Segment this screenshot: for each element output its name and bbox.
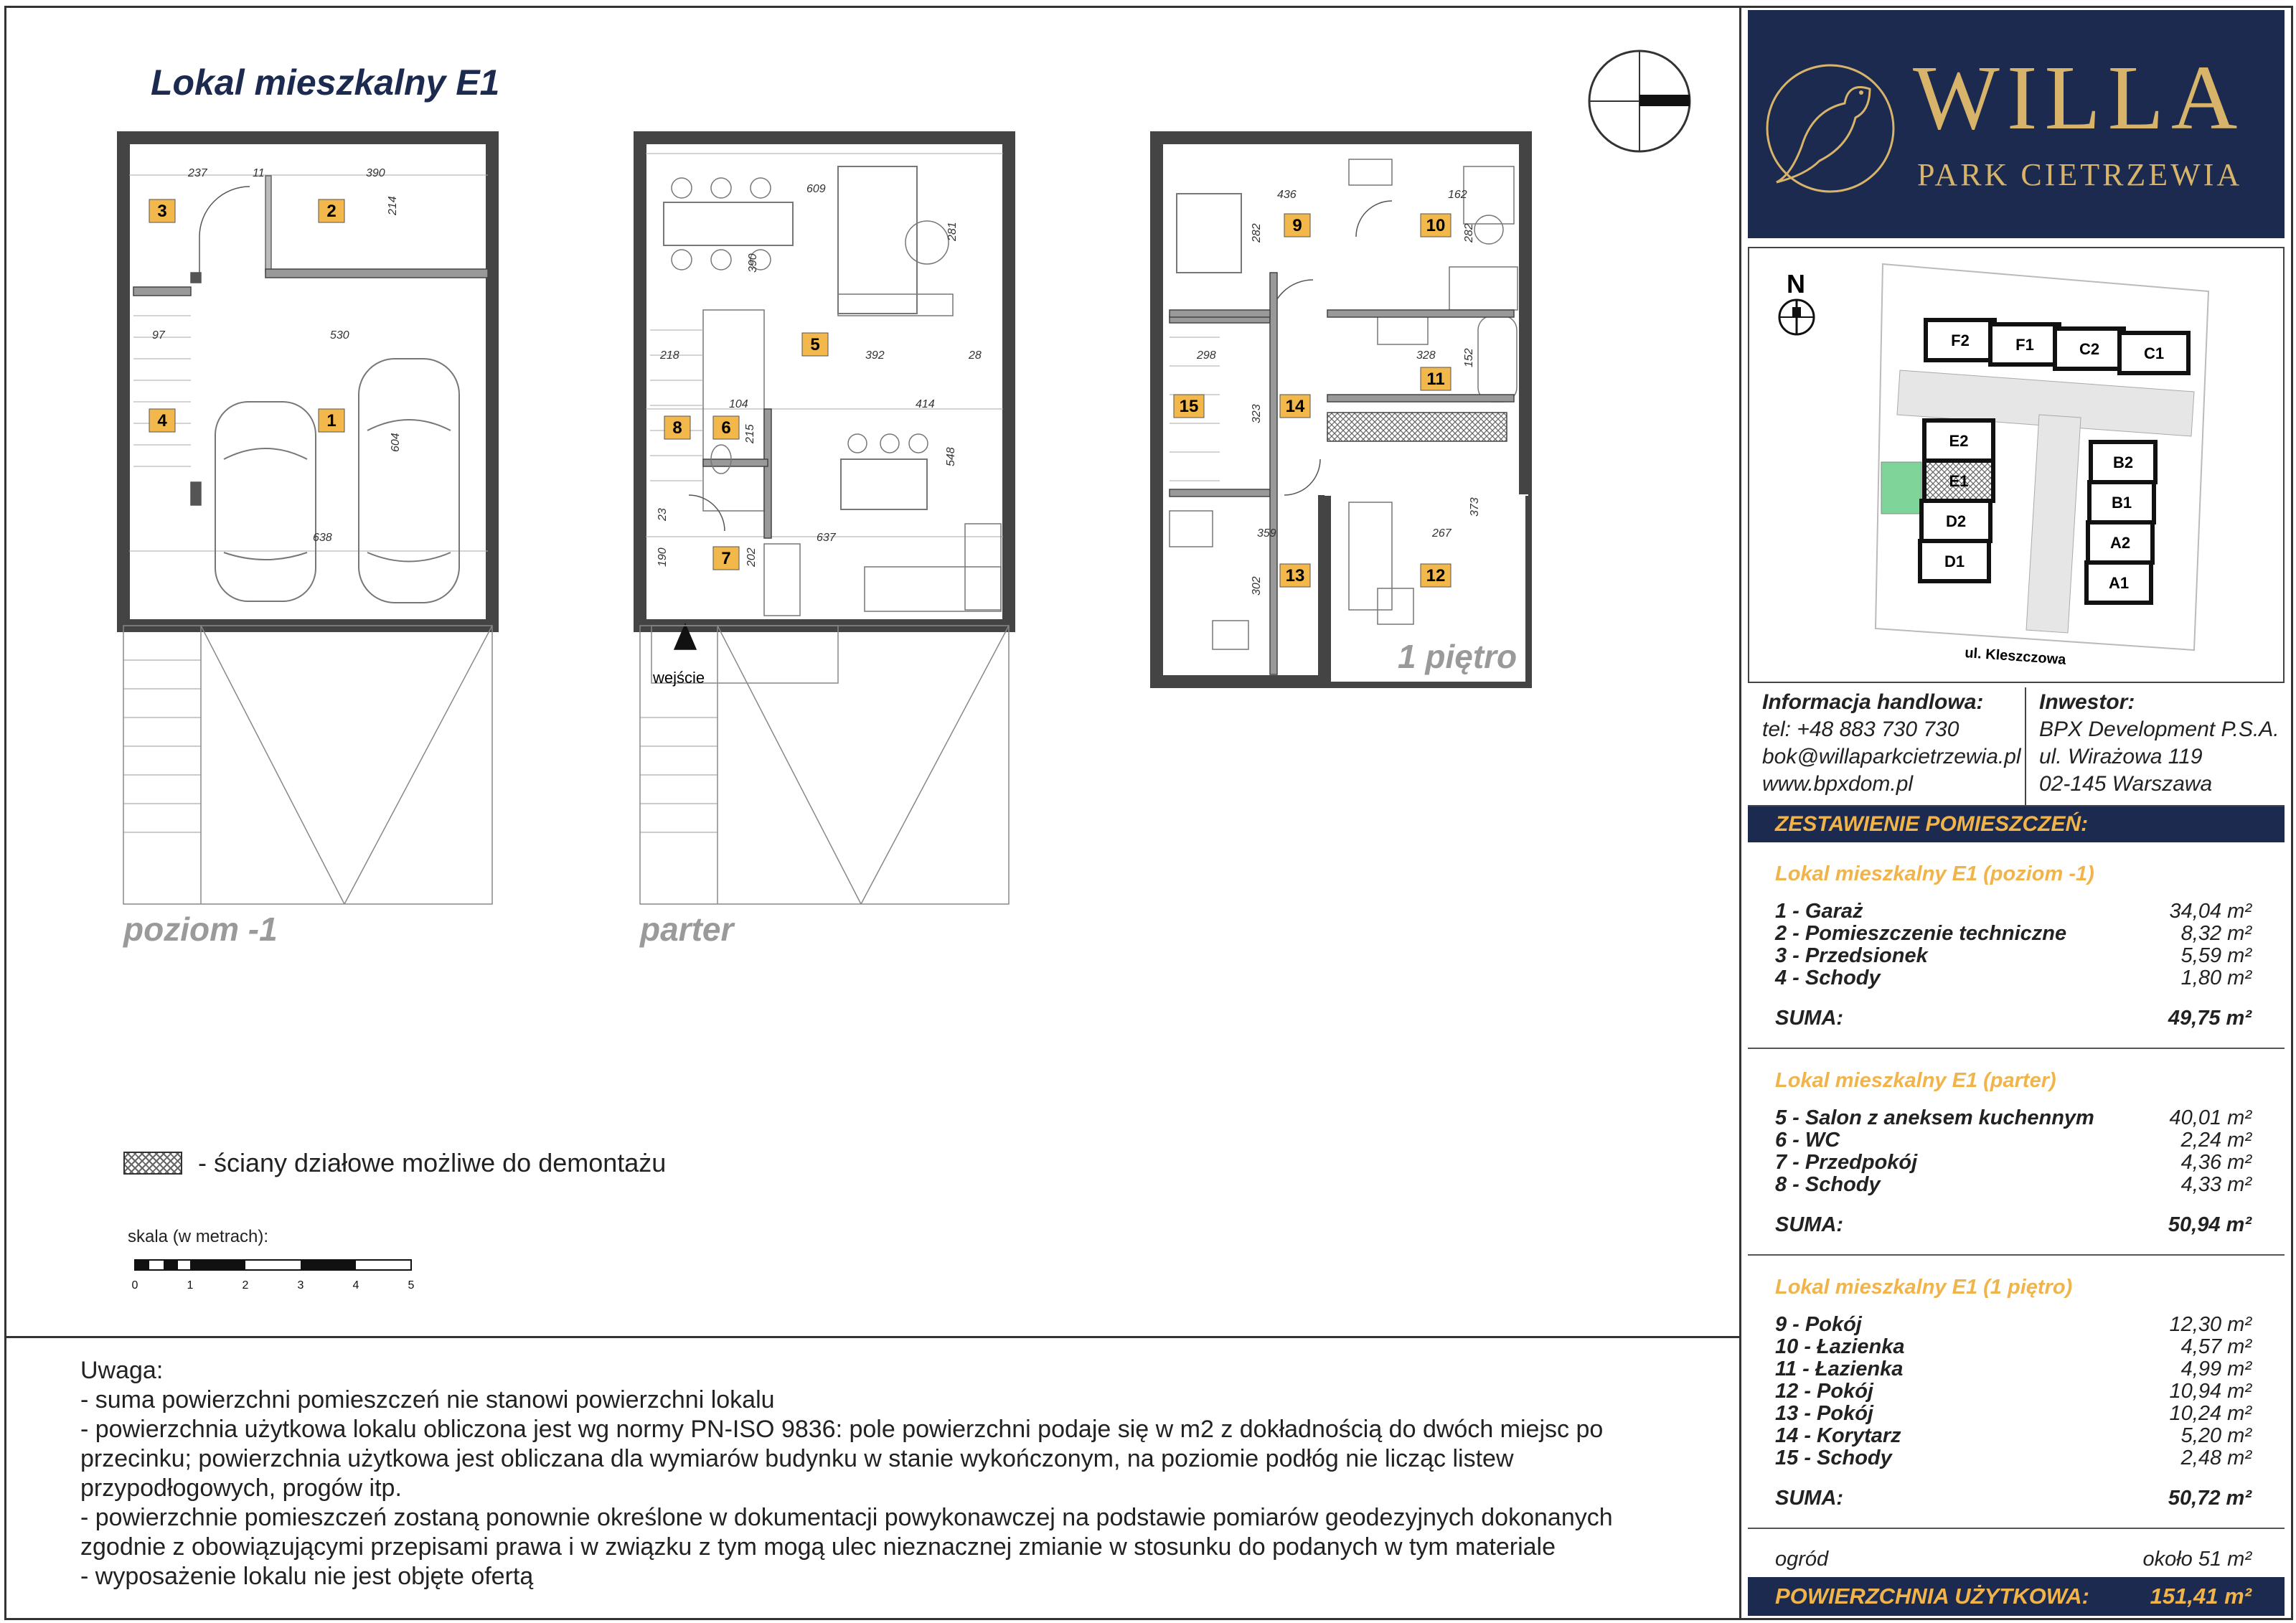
svg-text:414: 414 [916,398,935,410]
rooms-heading: ZESTAWIENIE POMIESZCZEŃ: [1748,806,2285,842]
svg-text:281: 281 [946,222,959,241]
investor-city: 02-145 Warszawa [2039,772,2213,796]
notes-line: zgodnie z obowiązującymi przepisami prawa i w związku z tym mogą ulec nieznacznej zmianie w stosunku do podanych w tym materiale [80,1533,1556,1561]
svg-text:104: 104 [729,398,748,410]
notes-line: - suma powierzchni pomieszczeń nie stanowi powierzchni lokalu [80,1386,775,1413]
svg-text:298: 298 [1197,349,1216,362]
svg-text:C2: C2 [2079,340,2100,358]
sales-heading: Informacja handlowa: [1762,690,1984,714]
scale-tick: 0 [131,1279,138,1292]
room-badge-15 [1174,395,1204,418]
room-row: 2 - Pomieszczenie techniczne 8,32 m² [1775,922,2252,945]
svg-text:B1: B1 [2111,494,2132,512]
svg-text:152: 152 [1463,348,1475,367]
scale-graphic [128,1257,429,1294]
notes-line: - wyposażenie lokalu nie jest objęte ofertą [80,1563,534,1590]
vertical-divider [1739,6,1741,1620]
room-badge-13 [1280,564,1310,587]
sales-email[interactable]: bok@willaparkcietrzewia.pl [1762,745,2021,768]
svg-text:392: 392 [865,349,885,362]
room-number: 10 [1426,216,1446,235]
room-number: 5 [810,335,820,354]
room-badge-5 [802,333,828,356]
room-number: 3 [157,202,167,221]
north-icon [1779,300,1814,334]
room-number: 8 [672,418,682,438]
svg-text:214: 214 [387,196,399,215]
investor-street: ul. Wirażowa 119 [2039,745,2203,768]
notes-line: przecinku; powierzchnia użytkowa jest obliczana dla wymiarów budynku w stanie wykończonym, na poziomie podłóg nie licząc listew [80,1445,1514,1472]
room-row: 6 - WC 2,24 m² [1775,1129,2252,1152]
notes-line: - powierzchnie pomieszczeń zostaną ponownie określone w dokumentacji powykonawczej na podstawie pomiarów geodezyjnych dokonanych [80,1504,1613,1531]
hatch-swatch [123,1152,182,1175]
room-row: 9 - Pokój 12,30 m² [1775,1313,2252,1336]
svg-text:C1: C1 [2143,344,2165,362]
scale-tick: 1 [187,1279,194,1292]
svg-text:323: 323 [1251,404,1263,423]
logo-main-text: WILLA [1913,47,2245,149]
page-title: Lokal mieszkalny E1 [151,62,500,103]
svg-text:638: 638 [313,532,332,544]
svg-text:215: 215 [744,424,756,443]
room-number: 11 [1426,370,1445,389]
section-sum: SUMA: 50,94 m² [1775,1213,2252,1236]
room-number: 2 [326,202,337,221]
ground-outline [640,138,1009,626]
room-row: 10 - Łazienka 4,57 m² [1775,1335,2252,1358]
svg-text:190: 190 [657,547,669,567]
notes-line: - powierzchnia użytkowa lokalu obliczona jest wg normy PN-ISO 9836: pole powierzchni podaje się w m2 z dokładnością do dwóch miejsc po [80,1416,1604,1443]
svg-text:302: 302 [1251,576,1263,596]
svg-text:218: 218 [660,349,679,362]
room-row: 12 - Pokój 10,94 m² [1775,1380,2252,1403]
building-A1 [2086,563,2151,603]
investor-info [2039,689,2279,798]
svg-text:530: 530 [330,329,349,342]
svg-text:E2: E2 [1949,432,1969,450]
scale-tick: 3 [297,1279,304,1292]
level-label-first: 1 piętro [1398,638,1518,675]
room-number: 15 [1179,397,1199,416]
room-badge-10 [1421,214,1451,237]
svg-text:D2: D2 [1945,512,1967,530]
building-D2 [1921,501,1990,541]
notes-heading: Uwaga: [80,1357,164,1384]
scale-tick: 4 [352,1279,359,1292]
legend [123,1148,666,1178]
scale-tick: 2 [242,1279,249,1292]
notes [80,1356,1688,1591]
room-row: 11 - Łazienka 4,99 m² [1775,1358,2252,1380]
site-map [1748,247,2285,683]
svg-text:373: 373 [1469,497,1481,517]
scale-title: skala (w metrach): [128,1227,269,1246]
section-title: Lokal mieszkalny E1 (poziom -1) [1775,862,2094,885]
room-row: 1 - Garaż 34,04 m² [1775,900,2252,923]
room-row: 13 - Pokój 10,24 m² [1775,1402,2252,1425]
bird-logo-icon [1762,60,1899,197]
room-number: 12 [1426,566,1446,585]
room-badge-12 [1421,564,1451,587]
sales-phone[interactable]: tel: +48 883 730 730 [1762,718,1959,741]
legend-text: - ściany działowe możliwe do demontażu [198,1148,667,1177]
room-number: 7 [721,549,731,568]
svg-text:267: 267 [1432,527,1452,540]
building-C1 [2119,333,2188,373]
investor-heading: Inwestor: [2039,690,2135,714]
room-row: 5 - Salon z aneksem kuchennym 40,01 m² [1775,1106,2252,1129]
level-label-basement: poziom -1 [123,911,278,948]
svg-text:A1: A1 [2108,574,2130,592]
room-badge-11 [1421,367,1451,390]
svg-text:E1: E1 [1949,472,1969,490]
building-F2 [1926,320,1995,360]
svg-text:637: 637 [817,532,836,544]
svg-text:282: 282 [1251,223,1263,243]
basement-outline [123,138,492,626]
svg-text:D1: D1 [1944,552,1965,570]
garden-row: ogród około 51 m² [1775,1548,2252,1571]
svg-text:237: 237 [188,167,207,179]
room-badge-4 [149,409,175,432]
horizontal-divider [4,1336,1741,1338]
sales-info [1762,689,2021,798]
svg-text:11: 11 [253,167,265,179]
building-D1 [1920,541,1989,581]
room-number: 14 [1285,397,1305,416]
logo [1748,10,2285,238]
svg-text:390: 390 [366,167,385,179]
room-number: 4 [157,411,167,431]
svg-text:A2: A2 [2109,534,2131,552]
room-row: 4 - Schody 1,80 m² [1775,966,2252,989]
svg-text:436: 436 [1277,189,1297,201]
svg-text:F1: F1 [2015,336,2034,354]
building-B1 [2089,482,2154,522]
room-badge-2 [319,199,344,222]
total-area [1748,1577,2285,1616]
svg-text:359: 359 [1257,527,1276,540]
svg-text:609: 609 [806,183,826,195]
room-badges [149,199,1451,587]
room-badge-7 [713,547,739,570]
room-number: 1 [326,411,337,431]
divider [1748,1254,2285,1256]
street-label: ul. Kleszczowa [1964,645,2066,668]
svg-text:F2: F2 [1951,331,1970,349]
room-row: 15 - Schody 2,48 m² [1775,1446,2252,1469]
svg-text:548: 548 [945,447,957,466]
building-F1 [1990,324,2059,364]
svg-text:282: 282 [1463,223,1475,243]
room-badge-6 [713,416,739,439]
building-E2 [1924,420,1993,461]
dimension-labels [152,167,1481,596]
scale-tick: 5 [408,1279,415,1292]
section-sum: SUMA: 49,75 m² [1775,1007,2252,1030]
svg-text:162: 162 [1448,189,1467,201]
svg-text:390: 390 [747,253,759,273]
divider [1748,1528,2285,1529]
investor-company: BPX Development P.S.A. [2039,718,2279,741]
room-number: 9 [1292,216,1302,235]
section-title: Lokal mieszkalny E1 (parter) [1775,1069,2056,1092]
svg-text:23: 23 [657,508,669,521]
room-badge-3 [149,199,175,222]
room-badge-14 [1280,395,1310,418]
svg-text:202: 202 [745,547,758,567]
logo-sub-text: PARK CIETRZEWIA [1917,157,2243,192]
room-badge-1 [319,409,344,432]
total-label: POWIERZCHNIA UŻYTKOWA: [1775,1584,2089,1609]
svg-text:B2: B2 [2112,453,2134,471]
floor-plans [0,0,1736,947]
room-row: 7 - Przedpokój 4,36 m² [1775,1151,2252,1174]
room-row: 8 - Schody 4,33 m² [1775,1173,2252,1196]
info-separator [2025,687,2026,805]
building-C2 [2055,329,2124,369]
svg-text:604: 604 [390,433,402,452]
room-badge-8 [664,416,690,439]
sales-web[interactable]: www.bpxdom.pl [1762,772,1914,796]
room-badge-9 [1284,214,1310,237]
room-number: 6 [721,418,731,438]
north-label: N [1787,269,1805,298]
section-sum: SUMA: 50,72 m² [1775,1487,2252,1510]
room-row: 3 - Przedsionek 5,59 m² [1775,944,2252,967]
room-number: 13 [1285,566,1305,585]
total-value: 151,41 m² [2150,1584,2252,1609]
svg-text:328: 328 [1416,349,1436,362]
notes-line: przypodłogowych, progów itp. [80,1474,402,1502]
section-title: Lokal mieszkalny E1 (1 piętro) [1775,1276,2073,1299]
svg-text:28: 28 [969,349,982,362]
rooms-list [1748,842,2285,1571]
level-label-ground: parter [640,911,734,948]
building-E1 [1924,461,1993,501]
entrance-label: wejście [653,669,705,687]
room-row: 14 - Korytarz 5,20 m² [1775,1424,2252,1447]
scale-bar [128,1227,429,1298]
building-A2 [2088,522,2152,563]
building-B2 [2091,442,2155,482]
divider [1748,1048,2285,1049]
svg-text:97: 97 [152,329,165,342]
